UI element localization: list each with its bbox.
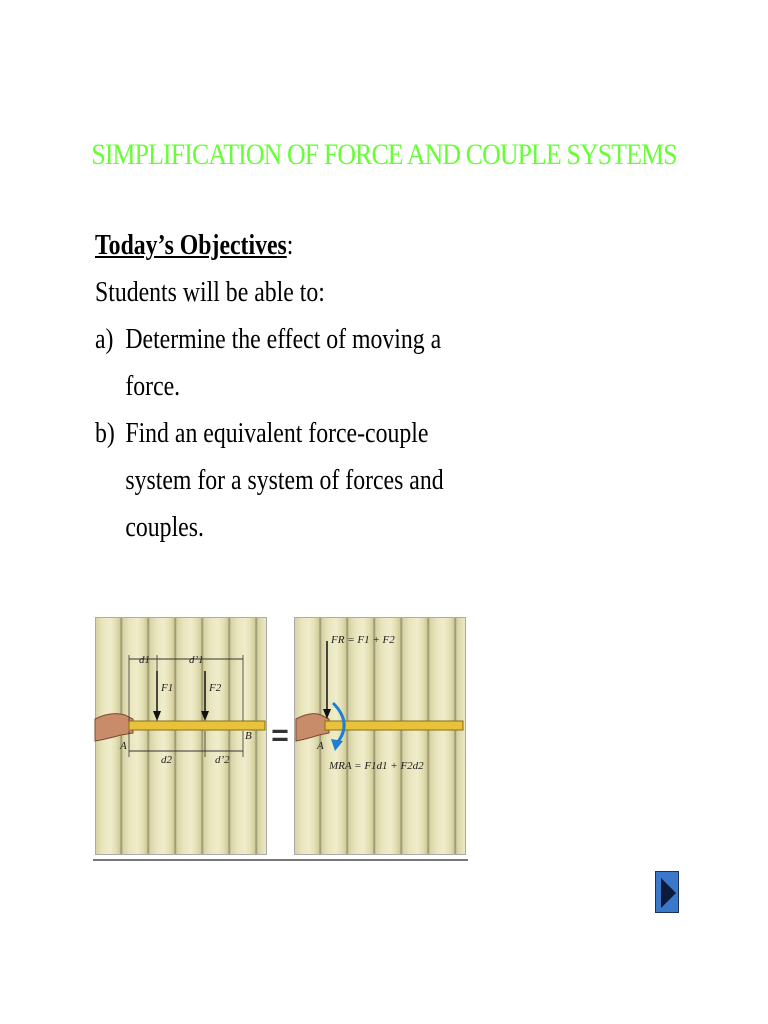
objectives-block [95,222,655,551]
objective-text: system for a system of forces and [125,464,444,496]
objective-item-b-cont1 [95,457,554,504]
objective-item-b [95,410,554,457]
equals-sign: = [271,719,289,752]
play-right-icon [656,872,680,914]
objectives-heading: Today’s Objectives [95,229,287,261]
force-couple-figure [93,611,468,859]
hand-right [296,714,329,741]
label-d-prime-2: d’2 [215,754,230,766]
label-b: B [245,730,252,742]
slide-title: SIMPLIFICATION OF FORCE AND COUPLE SYSTEMS [91,138,677,171]
label-d1: d1 [139,654,150,666]
label-f1: F1 [161,682,174,694]
objective-text: couples. [125,511,204,543]
hand-left [95,714,133,741]
label-d2: d2 [161,754,172,766]
objective-label: b) [95,417,115,449]
objective-item-a-cont [95,363,554,410]
objective-text: force. [125,370,181,402]
bar-right [325,721,463,730]
label-fr: FR = F1 + F2 [331,634,395,646]
objective-item-a [95,316,554,363]
objective-label: a) [95,323,114,355]
label-f2: F2 [209,682,222,694]
objective-text: Find an equivalent force-couple [125,417,429,449]
label-d-prime-1: d’1 [189,654,204,666]
label-mra: MRA = F1d1 + F2d2 [329,760,424,772]
objective-item-b-cont2 [95,504,554,551]
label-a-left: A [120,740,127,752]
figure-drawing [93,611,468,859]
bar-left [129,721,265,730]
objectives-intro: Students will be able to: [95,276,325,308]
objective-text: Determine the effect of moving a [125,323,442,355]
next-slide-button[interactable] [655,871,679,913]
objectives-colon: : [286,229,294,261]
objectives-heading-line [95,222,554,269]
label-a-right: A [317,740,324,752]
